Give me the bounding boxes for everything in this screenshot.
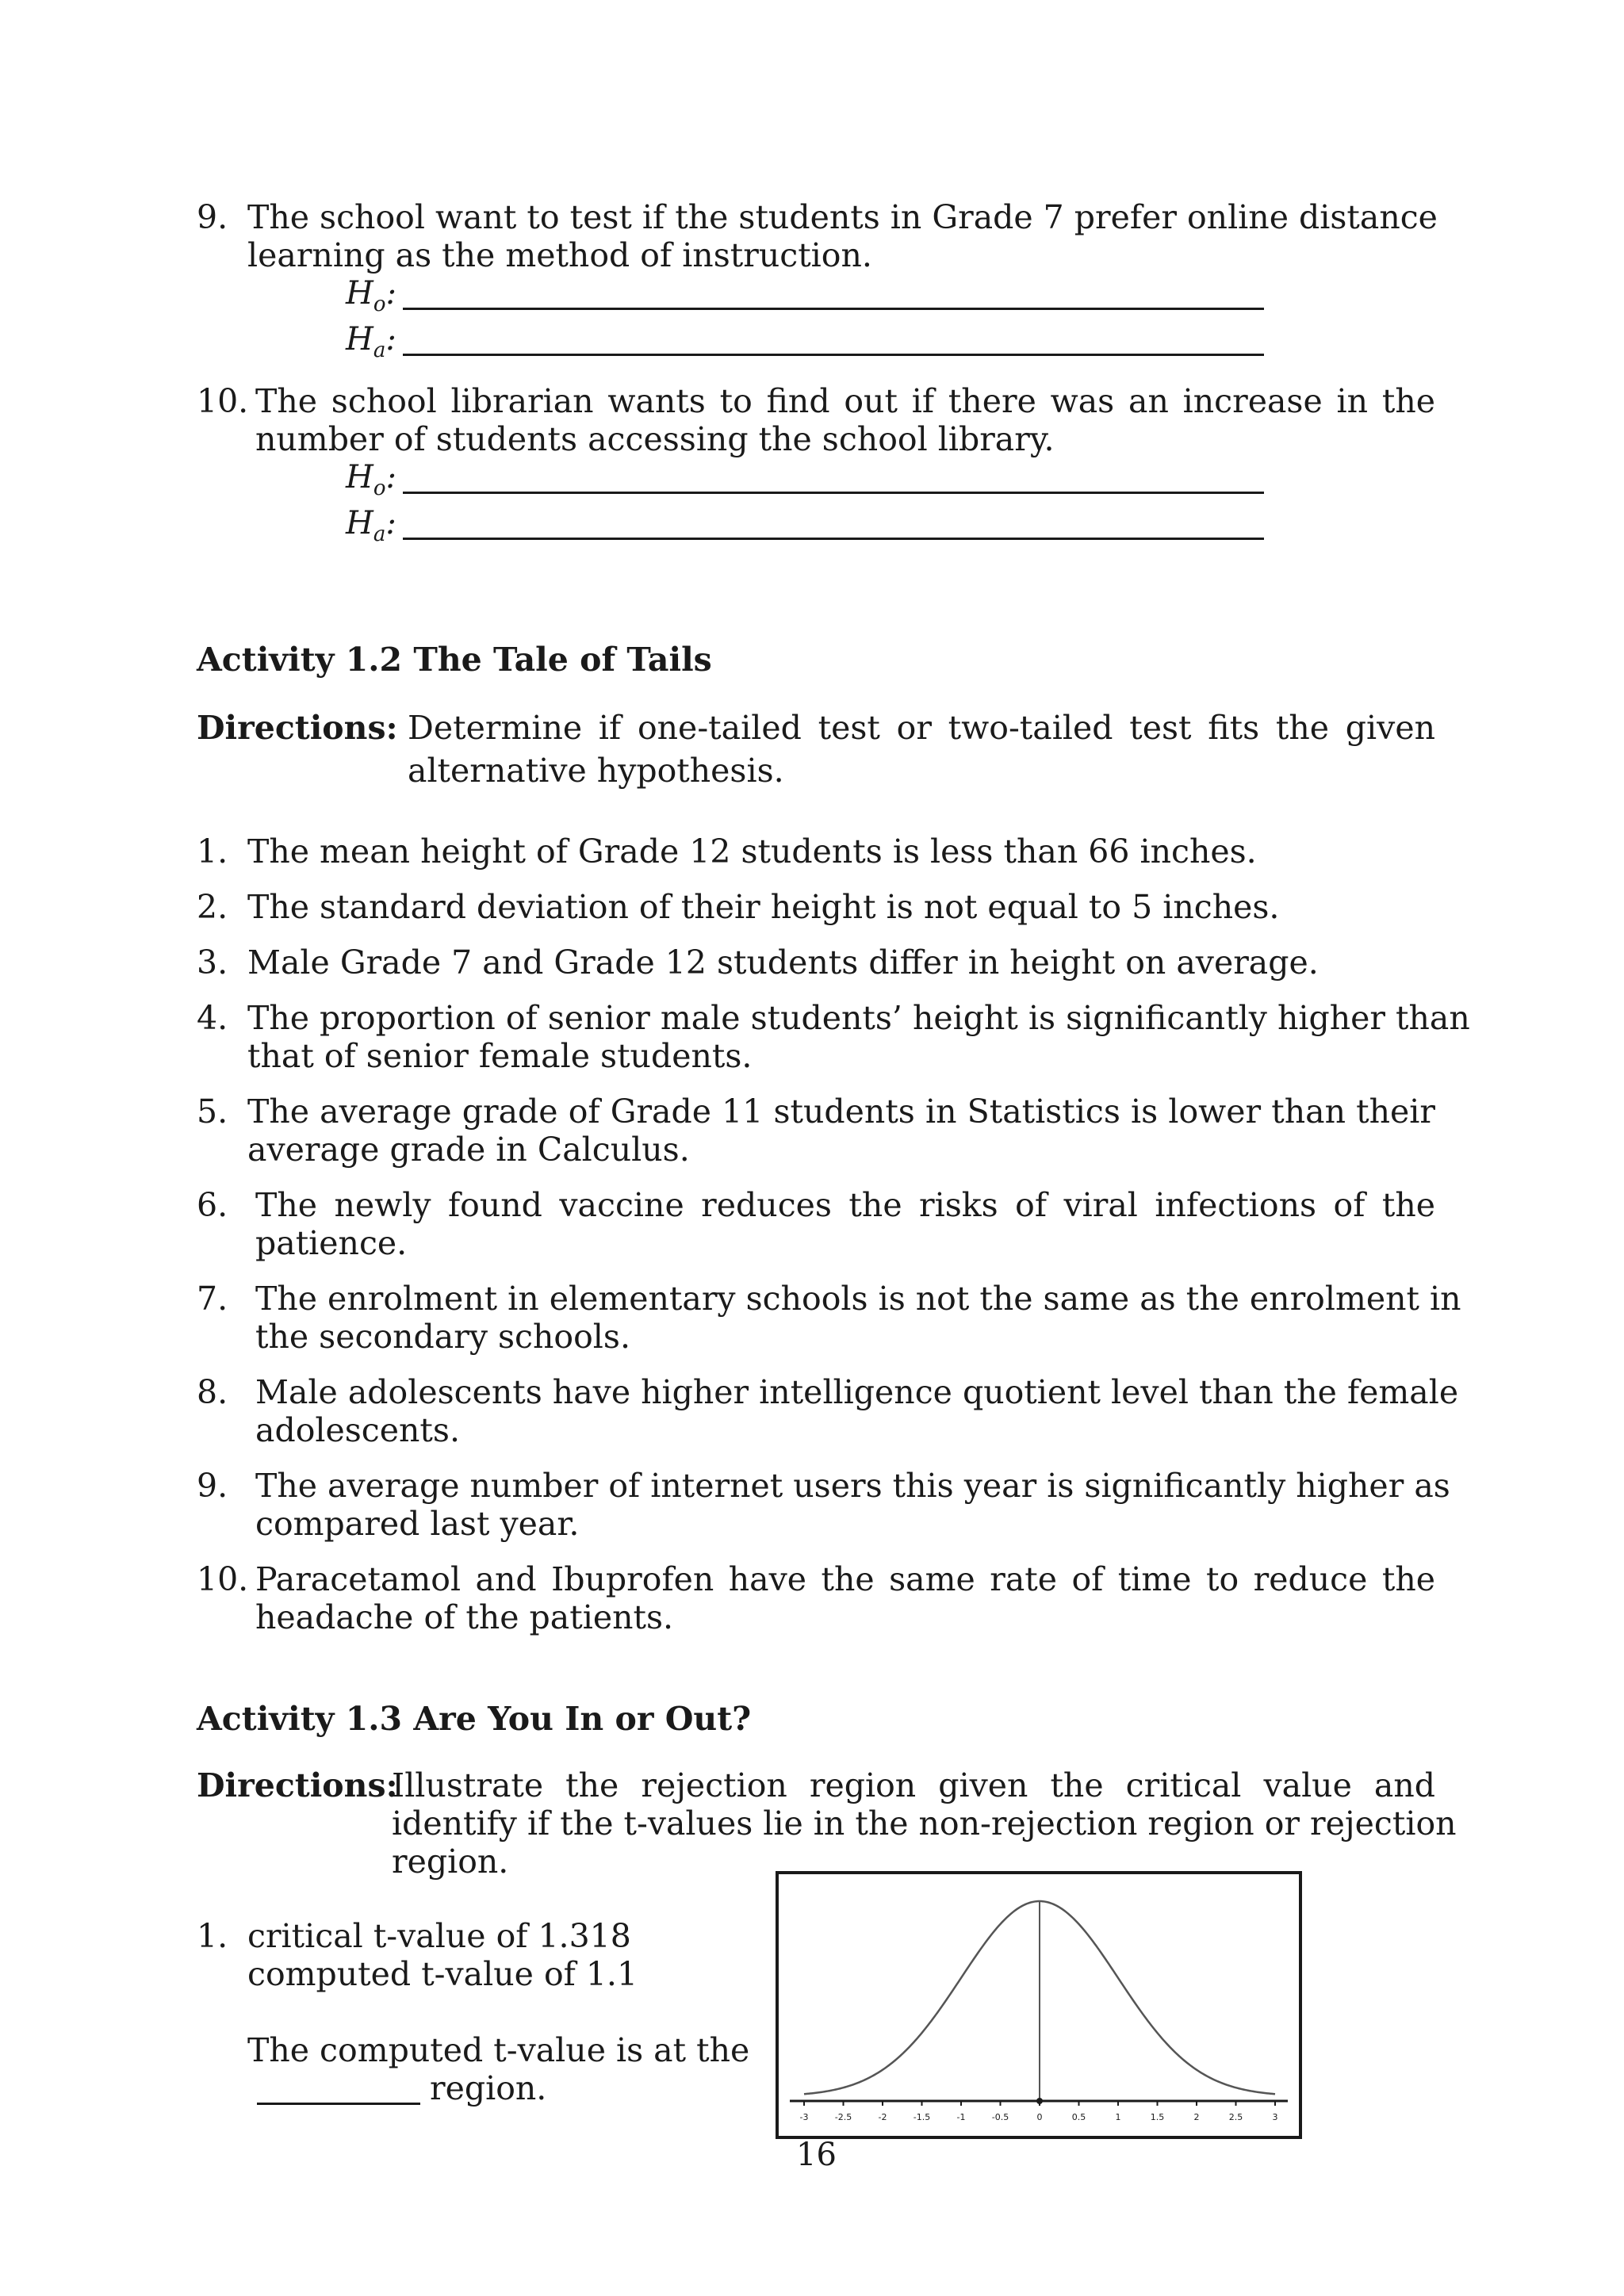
x-tick-label: -1.5 (913, 2112, 931, 2122)
a12-item-text: The standard deviation of their height is not equal to 5 inches. (247, 888, 1280, 926)
a13-q1-number: 1. (197, 1917, 228, 1955)
x-tick-label: -3 (799, 2112, 809, 2122)
q10-null-hypothesis-label: $H_o$: (346, 459, 397, 500)
q9-text-line2: learning as the method of instruction. (247, 236, 872, 274)
x-tick-label: -2 (878, 2112, 887, 2122)
a13-q1-computed-value: computed t-value of 1.1 (247, 1955, 638, 1993)
q9-number: 9. (197, 198, 228, 236)
activity-1-3-title: Activity 1.3 Are You In or Out? (197, 1700, 752, 1738)
a12-item-text: The proportion of senior male students’ height is significantly higher than (247, 999, 1470, 1037)
a12-item-text: average grade in Calculus. (247, 1131, 690, 1169)
a12-item-number: 3. (197, 943, 228, 982)
x-tick-label: -0.5 (991, 2112, 1009, 2122)
a12-item-number: 6. (197, 1186, 228, 1224)
a12-item-number: 7. (197, 1280, 228, 1318)
a12-item-number: 5. (197, 1093, 228, 1131)
a12-item-text: The average grade of Grade 11 students in Statistics is lower than their (247, 1093, 1435, 1131)
activity-1-3-directions-line3: region. (392, 1843, 509, 1881)
q10-text-line2: number of students accessing the school library. (255, 420, 1055, 458)
a12-item-number: 10. (197, 1560, 249, 1598)
a13-q1-answer-blank[interactable] (257, 2103, 420, 2105)
x-tick-label: 2 (1193, 2112, 1200, 2122)
a12-item-text: Male Grade 7 and Grade 12 students differ in height on average. (247, 943, 1319, 982)
a12-item-number: 4. (197, 999, 228, 1037)
a13-q1-region-word: region. (430, 2069, 547, 2107)
activity-1-2-directions-line1: Determine if one-tailed test or two-tailed test fits the given (408, 709, 1435, 747)
activity-1-3-directions-line2: identify if the t-values lie in the non-rejection region or rejection (392, 1804, 1457, 1843)
q10-number: 10. (197, 382, 249, 420)
a12-item-text: The enrolment in elementary schools is not the same as the enrolment in (255, 1280, 1461, 1318)
x-tick-label: 2.5 (1228, 2112, 1243, 2122)
a12-item-text: The mean height of Grade 12 students is less than 66 inches. (247, 832, 1257, 871)
x-tick-label: -2.5 (834, 2112, 852, 2122)
a12-item-number: 1. (197, 832, 228, 871)
q10-alt-hypothesis-blank[interactable] (403, 538, 1264, 540)
page-number: 16 (796, 2137, 837, 2173)
x-tick-label: 0.5 (1071, 2112, 1086, 2122)
normal-curve-svg (779, 1874, 1299, 2136)
normal-curve-chart (776, 1871, 1302, 2139)
activity-1-3-directions-label: Directions: (197, 1766, 398, 1804)
a12-item-text: The average number of internet users this year is significantly higher as (255, 1467, 1450, 1505)
a12-item-number: 8. (197, 1373, 228, 1411)
q10-null-hypothesis-blank[interactable] (403, 492, 1264, 494)
a12-item-text: compared last year. (255, 1505, 580, 1543)
a12-item-text: Paracetamol and Ibuprofen have the same rate of time to reduce the (255, 1560, 1435, 1598)
q9-text-line1: The school want to test if the students in Grade 7 prefer online distance (247, 198, 1438, 236)
q9-null-hypothesis-blank[interactable] (403, 308, 1264, 310)
a12-item-text: headache of the patients. (255, 1598, 674, 1636)
x-tick-label: 3 (1272, 2112, 1278, 2122)
a12-item-number: 9. (197, 1467, 228, 1505)
a12-item-text: Male adolescents have higher intelligence quotient level than the female (255, 1373, 1459, 1411)
a12-item-text: The newly found vaccine reduces the risks of viral infections of the (255, 1186, 1435, 1224)
q10-text-line1: The school librarian wants to find out if there was an increase in the (255, 382, 1435, 420)
a12-item-text: that of senior female students. (247, 1037, 753, 1075)
activity-1-2-directions-label: Directions: (197, 709, 398, 747)
activity-1-2-directions-line2: alternative hypothesis. (408, 752, 784, 790)
x-tick-label: 1 (1115, 2112, 1121, 2122)
a12-item-text: patience. (255, 1224, 408, 1262)
activity-1-3-directions-line1: Illustrate the rejection region given the critical value and (392, 1766, 1435, 1804)
a12-item-number: 2. (197, 888, 228, 926)
a12-item-text: the secondary schools. (255, 1318, 630, 1356)
a13-q1-prompt: The computed t-value is at the (247, 2031, 750, 2069)
q9-alt-hypothesis-label: $H_a$: (346, 321, 396, 362)
q10-alt-hypothesis-label: $H_a$: (346, 505, 396, 546)
q9-alt-hypothesis-blank[interactable] (403, 354, 1264, 356)
x-tick-label: -1 (956, 2112, 966, 2122)
activity-1-2-title: Activity 1.2 The Tale of Tails (197, 641, 712, 679)
q9-null-hypothesis-label: $H_o$: (346, 275, 397, 316)
a13-q1-critical-value: critical t-value of 1.318 (247, 1917, 631, 1955)
x-tick-label: 0 (1036, 2112, 1043, 2122)
a12-item-text: adolescents. (255, 1411, 460, 1449)
x-tick-label: 1.5 (1150, 2112, 1165, 2122)
